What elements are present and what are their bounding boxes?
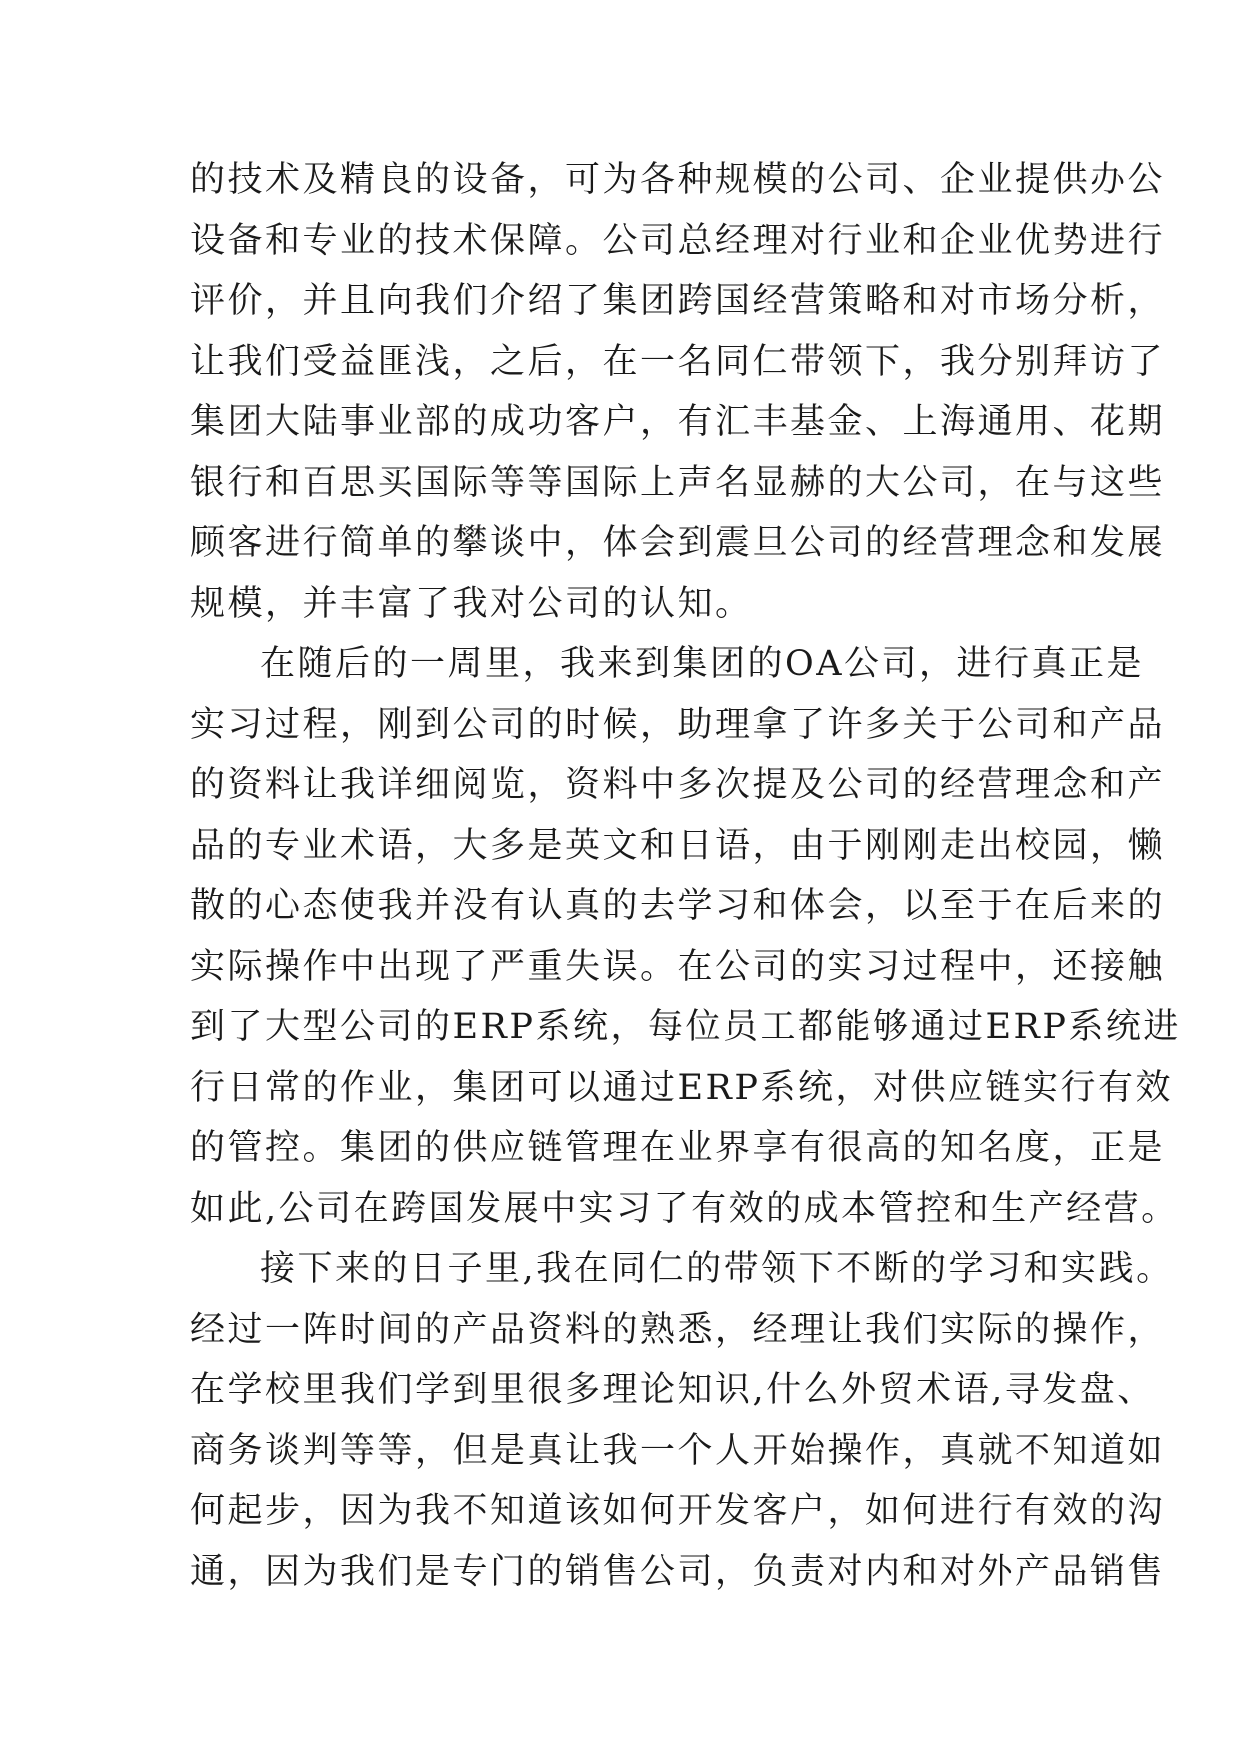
text-line: 的资料让我详细阅览，资料中多次提及公司的经营理念和产 (190, 765, 1166, 805)
text-line: 散的心态使我并没有认真的去学习和体会，以至于在后来的 (190, 886, 1166, 926)
text-line: 通，因为我们是专门的销售公司，负责对内和对外产品销售 (190, 1551, 1166, 1592)
text-line: 经过一阵时间的产品资料的熟悉，经理让我们实际的操作， (190, 1309, 1166, 1350)
paragraph-first-line: 在随后的一周里，我来到集团的OA公司，进行真正是 (260, 644, 1144, 684)
text-line: 到了大型公司的ERP系统，每位员工都能够通过ERP系统进 (190, 1007, 1181, 1047)
text-line: 商务谈判等等，但是真让我一个人开始操作，真就不知道如 (190, 1430, 1166, 1471)
text-line: 如此,公司在跨国发展中实习了有效的成本管控和生产经营。 (190, 1188, 1179, 1229)
text-line: 集团大陆事业部的成功客户，有汇丰基金、上海通用、花期 (190, 402, 1166, 442)
paragraph-first-line: 接下来的日子里,我在同仁的带领下不断的学习和实践。 (260, 1249, 1174, 1289)
text-line: 设备和专业的技术保障。公司总经理对行业和企业优势进行 (190, 220, 1166, 261)
text-line: 规模，并丰富了我对公司的认知。 (190, 583, 753, 624)
text-line: 品的专业术语，大多是英文和日语，由于刚刚走出校园，懒 (190, 825, 1166, 866)
text-line: 实际操作中出现了严重失误。在公司的实习过程中，还接触 (190, 946, 1166, 987)
text-line: 银行和百思买国际等等国际上声名显赫的大公司，在与这些 (190, 462, 1166, 503)
text-line: 在学校里我们学到里很多理论知识,什么外贸术语,寻发盘、 (190, 1370, 1155, 1410)
text-line: 何起步，因为我不知道该如何开发客户，如何进行有效的沟 (190, 1491, 1166, 1531)
body-text (190, 150, 1181, 1602)
text-line: 评价，并且向我们介绍了集团跨国经营策略和对市场分析， (190, 281, 1166, 321)
text-line: 的技术及精良的设备，可为各种规模的公司、企业提供办公 (190, 160, 1166, 200)
text-line: 实习过程，刚到公司的时候，助理拿了许多关于公司和产品 (190, 704, 1166, 745)
text-line: 让我们受益匪浅，之后，在一名同仁带领下，我分别拜访了 (190, 341, 1166, 382)
text-line: 行日常的作业，集团可以通过ERP系统，对供应链实行有效 (190, 1067, 1173, 1108)
text-line: 顾客进行简单的攀谈中，体会到震旦公司的经营理念和发展 (190, 523, 1166, 563)
text-line: 的管控。集团的供应链管理在业界享有很高的知名度，正是 (190, 1128, 1166, 1168)
